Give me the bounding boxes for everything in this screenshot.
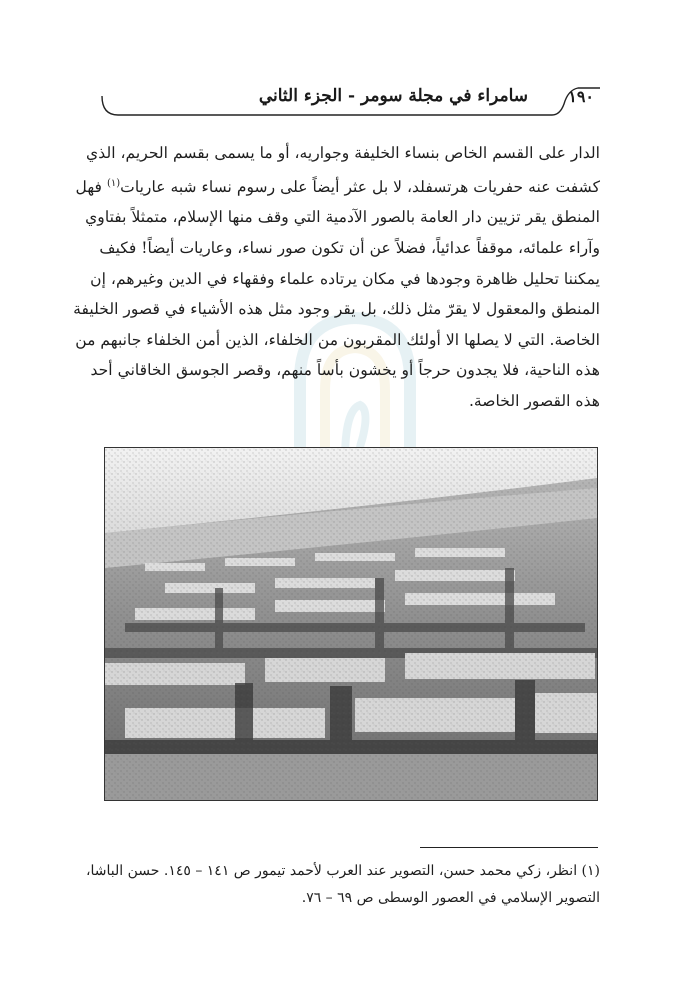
text-line: يمكننا تحليل ظاهرة وجودها في مكان يرتاده علماء وفقهاء في الدين وغيرهم، إن [90, 269, 600, 288]
text-line-part: كشفت عنه حفريات هرتسفلد، لا بل عثر أيضاً على رسوم نساء شبه عاريات [120, 177, 600, 196]
page-header [100, 82, 600, 122]
footnote-reference: (١) [106, 177, 121, 189]
text-line: المنطق والمعقول لا يقرّ مثل ذلك، بل يقر وجود مثل هذه الأشياء في قصور الخليفة [73, 300, 600, 319]
text-line [75, 169, 600, 203]
footnote-line: التصوير الإسلامي في العصور الوسطى ص ٦٩ – ٧٦. [301, 890, 600, 906]
text-line-part: فهل [75, 177, 102, 196]
text-line: الخاصة. التي لا يصلها الا أولئك المقربون من الخلفاء، الذين أمن الخلفاء جانبهم من [75, 330, 600, 349]
text-line: هذه القصور الخاصة. [468, 391, 600, 410]
footnote [86, 858, 600, 912]
page-number: ١٩٠ [568, 87, 594, 106]
excavation-photo [104, 447, 598, 801]
text-line: هذه الناحية، فلا يجدون حرجاً أو يخشون بأساً منهم، وقصر الجوسق الخاقاني أحد [90, 361, 600, 380]
footnote-divider [420, 847, 598, 848]
text-line: وآراء علمائه، موقفاً عدائياً، فضلاً عن أن تكون صور نساء، وعاريات أيضاً! فكيف [99, 238, 600, 257]
running-title: سامراء في مجلة سومر - الجزء الثاني [258, 86, 528, 106]
body-paragraph [73, 138, 600, 417]
text-line: المنطق يقر تزيين دار العامة بالصور الآدمية التي وقف منها الإسلام، متمثلاً بفتاوي [85, 208, 600, 227]
text-line: الدار على القسم الخاص بنساء الخليفة وجواريه، أو ما يسمى بقسم الحريم، الذي [86, 144, 600, 162]
footnote-line: (١) انظر، زكي محمد حسن، التصوير عند العرب لأحمد تيمور ص ١٤١ – ١٤٥. حسن الباشا، [86, 863, 600, 879]
ruins-illustration [105, 448, 597, 800]
